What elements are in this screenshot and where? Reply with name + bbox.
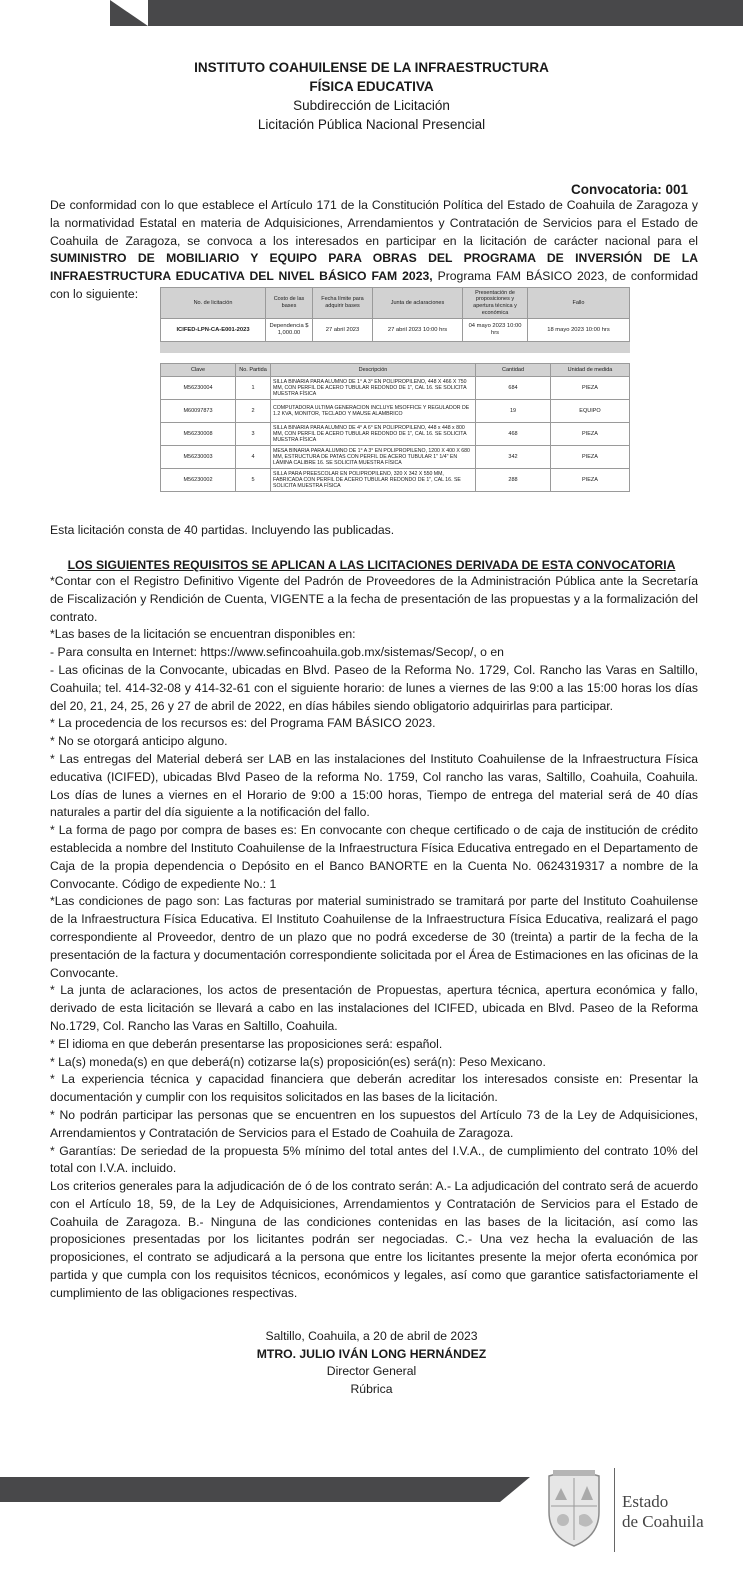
summary-value-cell: ICIFED-LPN-CA-E001-2023 <box>161 319 266 342</box>
table-row <box>161 423 630 446</box>
item-cantidad: 684 <box>476 377 551 400</box>
item-description: SILLA BINARIA PARA ALUMNO DE 1° A 3° EN POLIPROPILENO, 448 X 466 X 750 MM, CON PERFIL DE ACERO TUBULAR REDONDO DE 1", CAL 16. SE SOLICITA MUESTRA FÍSICA <box>271 377 476 400</box>
item-unidad: PIEZA <box>551 423 630 446</box>
logo-line1: Estado <box>622 1492 669 1511</box>
item-description: SILLA PARA PREESCOLAR EN POLIPROPILENO, 320 X 342 X 550 MM, FABRICADA CON PERFIL DE ACERO TUBULAR REDONDO DE 1", CAL 16. SE SOLICITA MUESTRA FÍSICA <box>271 469 476 492</box>
requirement-item: *Las bases de la licitación se encuentran disponibles en: <box>50 627 356 642</box>
requirement-item: * Las entregas del Material deberá ser LAB en las instalaciones del Instituto Coahuilense de la Infraestructura Física educativa (ICIFED), ubicadas Blvd Paseo de la reforma No. 1759, Col rancho las varas, Saltillo, Coahuila, Coahuila. Los días de lunes a viernes en el Horario de 9:00 a 15:00 horas, Tiempo de entrega del material será de 40 días naturales a partir del día siguiente a la notificación del fallo. <box>50 751 698 820</box>
requirement-item: * La experiencia técnica y capacidad financiera que deberán acreditar los interesados consiste en: Presentar la documentación y cumplir con los requisitos solicitados en las bases de la licitación. <box>50 1072 698 1105</box>
summary-table <box>160 287 630 353</box>
items-header-cell: Descripción <box>271 364 476 377</box>
item-description: COMPUTADORA ULTIMA GENERACION INCLUYE MSOFFICE Y REGULADOR DE 1.2 KVA, MONITOR, TECLADO Y MAUSE ALAMBRICO <box>271 400 476 423</box>
signature-block <box>0 1328 743 1398</box>
item-partida: 3 <box>236 423 271 446</box>
item-description: MESA BINARIA PARA ALUMNO DE 1° A 3° EN POLIPROPILENO, 1200 X 400 X 680 MM, ESTRUCTURA DE PATAS CON PERFIL DE ACERO TUBULAR 1" 1/4" EN LÁMINA CALIBRE 16. SE SOLICITA MUESTRA FÍSICA <box>271 446 476 469</box>
summary-header-cell: Presentación de proposiciones y apertura técnica y económica <box>463 288 528 319</box>
requirement-item: * La(s) moneda(s) en que deberá(n) cotizarse la(s) proposición(es) será(n): Peso Mexicano. <box>50 1054 546 1069</box>
partidas-note: Esta licitación consta de 40 partidas. Incluyendo las publicadas. <box>50 523 395 537</box>
requirement-item: * La forma de pago por compra de bases es: En convocante con cheque certificado o de caja de institución de crédito establecida a nombre del Instituto Coahuilense de la Infraestructura Física Educativa entregado en el Departamento de Caja de la propia dependencia o Depósito en el Banco BANORTE en la Cuenta No. 0624319317 a nombre de la Convocante. Código de expediente No.: 1 <box>50 823 698 891</box>
item-cantidad: 342 <box>476 446 551 469</box>
item-partida: 5 <box>236 469 271 492</box>
summary-value-cell: 04 mayo 2023 10:00 hrs <box>463 319 528 342</box>
logo-divider <box>614 1468 615 1552</box>
items-header-cell: Unidad de medida <box>551 364 630 377</box>
place-date: Saltillo, Coahuila, a 20 de abril de 2023 <box>265 1329 478 1343</box>
requirement-item: *Contar con el Registro Definitivo Vigente del Padrón de Proveedores de la Administración Pública ante la Secretaría de Fiscalización y Rendición de Cuenta, VIGENTE a la fecha de presentación de las propuestas y a la formalización del contrato. <box>50 574 698 624</box>
item-partida: 4 <box>236 446 271 469</box>
item-clave: M56230003 <box>161 446 236 469</box>
items-header-cell: Cantidad <box>476 364 551 377</box>
requirements-list <box>50 573 698 1303</box>
signer-name: MTRO. JULIO IVÁN LONG HERNÁNDEZ <box>256 1346 487 1361</box>
table-row <box>161 400 630 423</box>
item-unidad: EQUIPO <box>551 400 630 423</box>
logo-line2: de Coahuila <box>622 1512 704 1531</box>
summary-header-cell: Junta de aclaraciones <box>373 288 463 319</box>
item-cantidad: 19 <box>476 400 551 423</box>
item-unidad: PIEZA <box>551 469 630 492</box>
institute-name-line2: FÍSICA EDUCATIVA <box>309 79 434 94</box>
intro-bold-object: SUMINISTRO DE MOBILIARIO Y EQUIPO PARA OBRAS DEL PROGRAMA DE INVERSIÓN DE LA INFRAESTRUCTURA EDUCATIVA DEL NIVEL BÁSICO FAM 2023, <box>50 251 698 284</box>
item-clave: M60097873 <box>161 400 236 423</box>
requirement-item: *Las condiciones de pago son: Las facturas por material suministrado se tramitará por parte del Instituto Coahuilense de la Infraestructura Física Educativa. El Instituto Coahuilense de la Infraestructura Física Educativa, realizará el pago correspondiente al Proveedor, dentro de un plazo que no podrá excederse de 30 (treinta) a partir de la fecha de la presentación de la factura y documentación correspondiente solicitada por el Área de Estimaciones en las oficinas de la Convocante. <box>50 894 698 980</box>
summary-header-cell: Fallo <box>528 288 630 319</box>
table-row <box>161 377 630 400</box>
item-partida: 2 <box>236 400 271 423</box>
item-description: SILLA BINARIA PARA ALUMNO DE 4° A 6° EN POLIPROPILENO, 448 x 448 x 800 MM, CON PERFIL DE ACERO TUBULAR REDONDO DE 1", CAL 16. SE SOLICITA MUESTRA FÍSICA <box>271 423 476 446</box>
signature-rubrica: Rúbrica <box>350 1381 393 1396</box>
tender-type: Licitación Pública Nacional Presencial <box>257 117 486 132</box>
table-row <box>161 446 630 469</box>
estado-coahuila-logo <box>622 1492 704 1532</box>
summary-value-cell: 27 abril 2023 10:00 hrs <box>373 319 463 342</box>
requirement-item: * La junta de aclaraciones, los actos de presentación de Propuestas, apertura técnica, apertura económica y fallo, derivado de esta licitación se llevará a cabo en las instalaciones del ICIFED, ubicada en Blvd. Paseo de la Reforma No.1729, Col. Rancho las Varas en Saltillo, Coahuila. <box>50 983 698 1033</box>
bottom-decorative-band <box>0 1477 530 1502</box>
item-cantidad: 288 <box>476 469 551 492</box>
items-table <box>160 363 630 492</box>
institute-name-line1: INSTITUTO COAHUILENSE DE LA INFRAESTRUCTURA <box>194 60 549 75</box>
table-row <box>161 469 630 492</box>
items-header-cell: Clave <box>161 364 236 377</box>
convocatoria-number: Convocatoria: 001 <box>570 182 688 197</box>
requirement-item: * La procedencia de los recursos es: del Programa FAM BÁSICO 2023. <box>50 716 436 731</box>
item-partida: 1 <box>236 377 271 400</box>
requirement-item: * No podrán participar las personas que se encuentren en los supuestos del Artículo 73 de la Ley de Adquisiciones, Arrendamientos y Contratación de Servicios para el Estado de Coahuila de Zaragoza. <box>50 1107 698 1140</box>
requirements-title: LOS SIGUIENTES REQUISITOS SE APLICAN A LAS LICITACIONES DERIVADA DE ESTA CONVOCATORIA <box>67 558 676 572</box>
requirement-item: * El idioma en que deberán presentarse las proposiciones será: español. <box>50 1036 443 1051</box>
requirement-item: * Garantías: De seriedad de la propuesta 5% mínimo del total antes del I.V.A., de cumplimiento del contrato 10% del total con I.V.A. incluido. <box>50 1143 698 1176</box>
item-clave: M56230008 <box>161 423 236 446</box>
requirement-item: - Para consulta en Internet: https://www.sefincoahuila.gob.mx/sistemas/Secop/, o en <box>50 645 504 660</box>
document-header <box>0 58 743 134</box>
summary-value-cell: Dependencia $ 1,000.00 <box>266 319 313 342</box>
summary-value-cell: 27 abril 2023 <box>313 319 373 342</box>
summary-header-cell: Fecha límite para adquirir bases <box>313 288 373 319</box>
summary-value-cell: 18 mayo 2023 10:00 hrs <box>528 319 630 342</box>
requirement-item: - Las oficinas de la Convocante, ubicadas en Blvd. Paseo de la Reforma No. 1729, Col. Rancho las Varas en Saltillo, Coahuila; tel. 414-32-08 y 414-32-61 con el siguiente horario: de lunes a viernes de las 9:00 a las 15:00 horas los días del 20, 21, 24, 25, 26 y 27 de abril de 2022, en días hábiles siendo obligatorio adquirirlas para participar. <box>50 662 698 713</box>
top-decorative-band <box>0 0 743 26</box>
items-header-cell: No. Partida <box>236 364 271 377</box>
summary-header-cell: Costo de las bases <box>266 288 313 319</box>
item-clave: M56230004 <box>161 377 236 400</box>
item-unidad: PIEZA <box>551 377 630 400</box>
coat-of-arms-icon <box>543 1466 605 1548</box>
intro-text-a: De conformidad con lo que establece el Artículo 171 de la Constitución Política del Estado de Coahuila de Zaragoza y la normatividad Estatal en materia de Adquisiciones, Arrendamientos y Contratación de Servicios para el Estado de Coahuila de Zaragoza, se convoca a los interesados en participar en la licitación de carácter nacional para el <box>50 198 698 248</box>
requirement-item: * No se otorgará anticipo alguno. <box>50 734 228 749</box>
requirement-item: Los criterios generales para la adjudicación de ó de los contrato serán: A.- La adjudicación del contrato será de acuerdo con el Artículo 18, 59, de la Ley de Adquisiciones, Arrendamientos y Contratación de Servicios para el Estado de Coahuila de Zaragoza. B.- Ninguna de las condiciones contenidas en las bases de la licitación, así como las proposiciones presentadas por los licitantes podrán ser negociadas. C.- Una vez hecha la evaluación de las proposiciones, el contrato se adjudicará a la persona que entre los licitantes presente la mejor oferta económica por partida y que cumpla con los requisitos técnicos, económicos y legales, así como que garantice satisfactoriamente el cumplimiento de las obligaciones respectivas. <box>50 1179 698 1300</box>
item-cantidad: 468 <box>476 423 551 446</box>
item-clave: M56230002 <box>161 469 236 492</box>
item-unidad: PIEZA <box>551 446 630 469</box>
intro-text-b: Programa FAM BÁSICO 2023, de conformidad con lo siguiente: <box>50 269 698 301</box>
signer-role: Director General <box>326 1364 417 1378</box>
summary-header-cell: No. de licitación <box>161 288 266 319</box>
subdirection: Subdirección de Licitación <box>293 98 450 113</box>
